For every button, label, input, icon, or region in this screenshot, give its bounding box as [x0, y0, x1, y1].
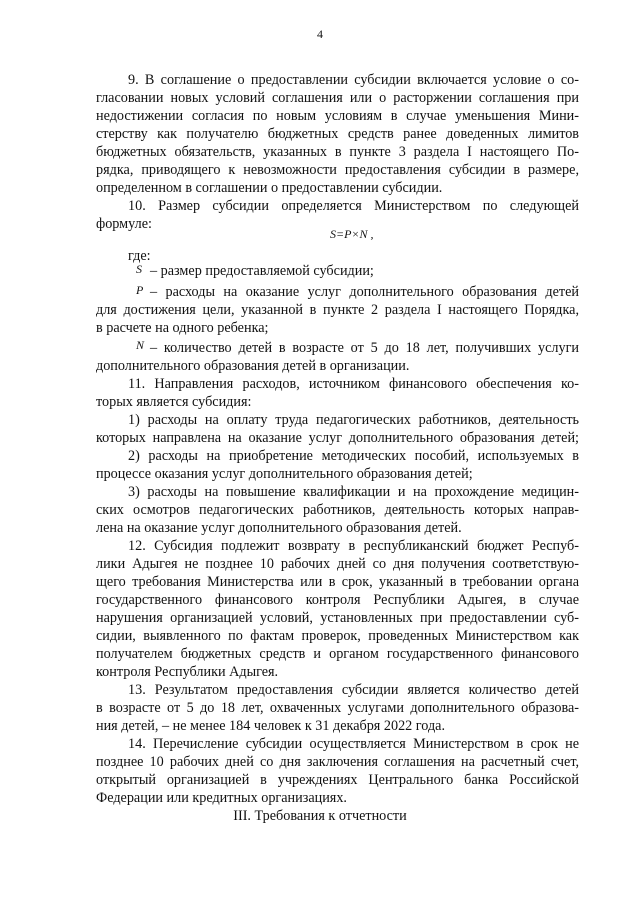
symbol-s: S — [136, 262, 142, 276]
text-line: гласовании новых условий соглашения или о расторжении соглашения при — [96, 90, 579, 106]
text-line: процессе оказания услуг дополнительного образования детей; — [96, 466, 473, 482]
text-line: формуле: — [96, 216, 152, 232]
text-line: позднее 10 рабочих дней со дня заключения соглашения на расчетный счет, — [96, 754, 579, 770]
text-line: недостижении согласия по новым условиям в случае уменьшения Мини- — [96, 108, 579, 124]
text-line: 11. Направления расходов, источником финансового обеспечения ко- — [128, 376, 579, 392]
text-line: для достижения цели, указанной в пункте 2 раздела I настоящего Порядка, — [96, 302, 579, 318]
text-line: 2) расходы на приобретение методических пособий, используемых в — [128, 448, 579, 464]
text-line: 3) расходы на повышение квалификации и на прохождение медицин- — [128, 484, 579, 500]
where-label: где: — [128, 248, 151, 264]
text-line: 13. Результатом предоставления субсидии является количество детей — [128, 682, 579, 698]
text-line: нарушения организацией условий, установленных при предоставлении суб- — [96, 610, 579, 626]
text-line: 12. Субсидия подлежит возврату в республиканский бюджет Респуб- — [128, 538, 579, 554]
text-line: бюджетных обязательств, указанных в пункте 3 раздела I настоящего По- — [96, 144, 579, 160]
text-line: ния детей, – не менее 184 человек к 31 декабря 2022 года. — [96, 718, 446, 734]
text-line: открытый организацией в учреждениях Центрального банка Российской — [96, 772, 579, 788]
text-line: ских осмотров педагогических работников, деятельность которых направ- — [96, 502, 579, 518]
text-line: 9. В соглашение о предоставлении субсидии включается условие о со- — [128, 72, 579, 88]
text-line: сидии, выявленного по фактам проверок, проведенных Министерством как — [96, 628, 579, 644]
text-line: контроля Республики Адыгея. — [96, 664, 279, 680]
text-line: рядка, приводящего к невозможности предоставления субсидии в размере, — [96, 162, 579, 178]
symbol-n: N — [136, 338, 145, 352]
text-line: государственного финансового контроля Республики Адыгея, в случае — [96, 592, 579, 608]
text-line: получателем бюджетных средств и органом государственного финансового — [96, 646, 579, 662]
text-line: лена на оказание услуг дополнительного образования детей. — [96, 520, 462, 536]
symbol-p: P — [136, 283, 144, 297]
text-line: – расходы на оказание услуг дополнительного образования детей — [150, 284, 579, 300]
text-line: в возрасте от 5 до 18 лет, охваченных услугами дополнительного образова- — [96, 700, 579, 716]
text-line: 14. Перечисление субсидии осуществляется Министерством в срок не — [128, 736, 579, 752]
text-line: – размер предоставляемой субсидии; — [150, 263, 374, 279]
text-line: 10. Размер субсидии определяется Министерством по следующей — [128, 198, 579, 214]
text-line: лики Адыгея не позднее 10 рабочих дней со дня получения соответствую- — [96, 556, 579, 572]
text-line: дополнительного образования детей в организации. — [96, 358, 410, 374]
text-line: – количество детей в возрасте от 5 до 18 лет, получивших услуги — [150, 340, 579, 356]
text-line: стерству как получателю бюджетных средств ранее доведенных лимитов — [96, 126, 579, 142]
formula: S=P×N , — [330, 227, 374, 241]
text-line: 1) расходы на оплату труда педагогических работников, деятельность — [128, 412, 579, 428]
text-line: которых направлена на оказание услуг дополнительного образования детей; — [96, 430, 579, 446]
text-line: Федерации или кредитных организациях. — [96, 790, 347, 806]
section-heading: III. Требования к отчетности — [233, 808, 407, 824]
text-line: торых является субсидия: — [96, 394, 252, 410]
text-line: определенном в соглашении о предоставлении субсидии. — [96, 180, 443, 196]
page-number: 4 — [317, 27, 323, 41]
text-line: в расчете на одного ребенка; — [96, 320, 269, 336]
text-line: щего требования Министерства или в срок, указанный в требовании органа — [96, 574, 579, 590]
